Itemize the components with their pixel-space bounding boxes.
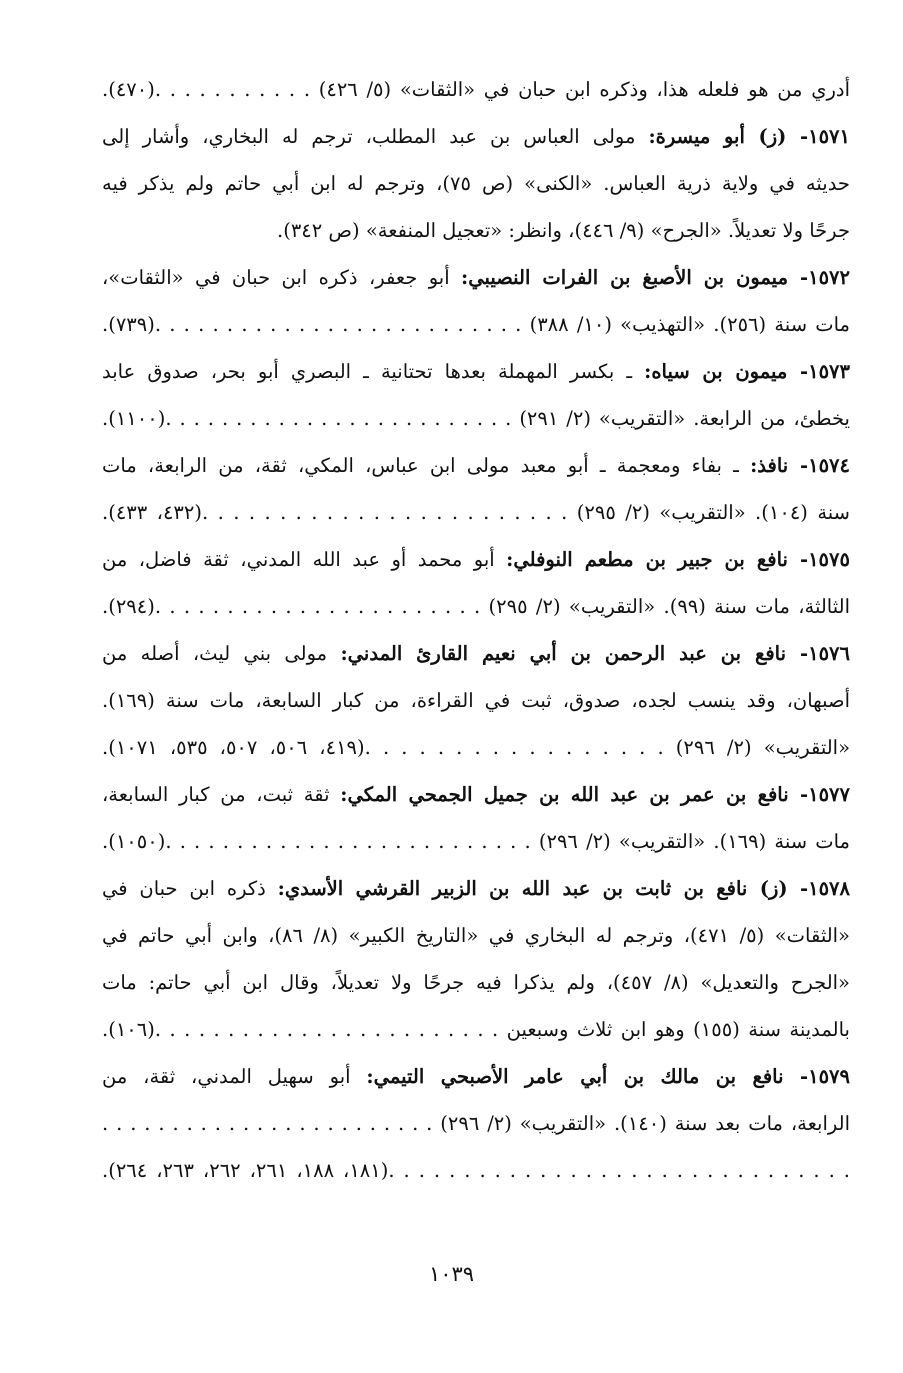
text-line	[102, 254, 850, 301]
text-line	[102, 1053, 850, 1100]
entry-heading: ١٥٧١- (ز) أبو ميسرة:	[648, 125, 850, 148]
entry-text: أبو جعفر، ذكره ابن حبان في «الثقات»،	[102, 266, 462, 289]
text-line	[102, 630, 850, 677]
text-line	[102, 1006, 850, 1053]
entry-text: الرابعة، مات بعد سنة (١٤٠). «التقريب» (٢/ ٢٩٦) . . . . . . . . . . . . . . . . . . . . . . . .	[102, 1112, 850, 1135]
text-line	[102, 489, 850, 536]
text-line	[102, 207, 850, 254]
entry-text: بالمدينة سنة (١٥٥) وهو ابن ثلاث وسبعين . . . . . . . . . . . . . . . . . . . . . . . .(١٠٦).	[102, 1018, 850, 1041]
text-line	[102, 442, 850, 489]
entry-heading: ١٥٧٨- (ز) نافع بن ثابت بن عبد الله بن الزبير القرشي الأسدي:	[277, 877, 850, 900]
entry-heading: ١٥٧٧- نافع بن عمر بن عبد الله بن جميل الجمحي المكي:	[340, 783, 850, 806]
entry-text: أبو محمد أو عبد الله المدني، ثقة فاضل، من	[102, 548, 507, 571]
text-line	[102, 395, 850, 442]
text-line	[102, 677, 850, 724]
text-line	[102, 771, 850, 818]
entry-heading: ١٥٧٢- ميمون بن الأصبغ بن الفرات النصيبي:	[461, 266, 850, 289]
text-line	[102, 113, 850, 160]
text-line	[102, 348, 850, 395]
text-line	[102, 66, 850, 113]
entry-text: أدري من هو فلعله هذا، وذكره ابن حبان في «الثقات» (٥/ ٤٢٦)‌ . . . . . . . . . . .(٤٧٠).	[102, 78, 850, 101]
entry-heading: ١٥٧٦- نافع بن عبد الرحمن بن أبي نعيم القارئ المدني:	[340, 642, 850, 665]
text-line	[102, 160, 850, 207]
entry-text: يخطئ، من الرابعة. «التقريب» (٢/ ٢٩١) . . . . . . . . . . . . . . . . . . . . . . . . .(١١٠٠).	[102, 407, 850, 430]
entry-text: مولى العباس بن عبد المطلب، ترجم له البخاري، وأشار إلى	[102, 125, 649, 148]
entry-text: مات سنة (٢٥٦). «التهذيب» (١٠/ ٣٨٨) . . . . . . . . . . . . . . . . . . . . . . . . . .(٧٣٩).	[102, 313, 850, 336]
page-body	[102, 66, 850, 1194]
entry-text: أبو سهيل المدني، ثقة، من	[102, 1065, 367, 1088]
text-line	[102, 1147, 850, 1194]
entry-text: الثالثة، مات سنة (٩٩). «التقريب» (٢/ ٢٩٥) . . . . . . . . . . . . . . . . . . . . . . .(٢٩٤).	[102, 595, 850, 618]
text-line	[102, 959, 850, 1006]
entry-text: مولى بني ليث، أصله من	[102, 642, 341, 665]
text-line	[102, 912, 850, 959]
entry-text: ـ بفاء ومعجمة ـ أبو معبد مولى ابن عباس، المكي، ثقة، من الرابعة، مات	[102, 454, 751, 477]
entry-heading: ١٥٧٥- نافع بن جبير بن مطعم النوفلي:	[506, 548, 850, 571]
entry-heading: ١٥٧٣- ميمون بن سياه:	[644, 360, 850, 383]
text-line	[102, 536, 850, 583]
entry-text: سنة (١٠٤). «التقريب» (٢/ ٢٩٥) . . . . . . . . . . . . . . . . . . . . . . . .(٤٣٢، ٤٣٣).	[102, 501, 850, 524]
text-line	[102, 1100, 850, 1147]
text-line	[102, 818, 850, 865]
text-line	[102, 865, 850, 912]
text-line	[102, 301, 850, 348]
entry-text: «الجرح والتعديل» (٨/ ٤٥٧)، ولم يذكرا فيه جرحًا ولا تعديلاً، وقال ابن أبي حاتم: مات	[102, 971, 850, 994]
entry-text: مات سنة (١٦٩). «التقريب» (٢/ ٢٩٦) . . . . . . . . . . . . . . . . . . . . . . . . . .(١٠٥٠).	[102, 830, 850, 853]
entry-text: أصبهان، وقد ينسب لجده، صدوق، ثبت في القراءة، من كبار السابعة، مات سنة (١٦٩).	[102, 689, 850, 712]
entry-text: حديثه في ولاية ذرية العباس. «الكنى» (ص ٧٥)، وترجم له ابن أبي حاتم ولم يذكر فيه	[102, 172, 850, 195]
entry-text: ثقة ثبت، من كبار السابعة،	[102, 783, 341, 806]
text-line	[102, 583, 850, 630]
entry-text: ـ بكسر المهملة بعدها تحتانية ـ البصري أبو بحر، صدوق عابد	[102, 360, 645, 383]
entry-heading: ١٥٧٤- نافذ:	[750, 454, 850, 477]
entry-heading: ١٥٧٩- نافع بن مالك بن أبي عامر الأصبحي التيمي:	[366, 1065, 850, 1088]
text-line	[102, 724, 850, 771]
entry-text: . . . . . . . . . . . . . . . . . . . . . . . . . . . . . . .(١٨١، ١٨٨، ٢٦١، ٢٦٢، ٢٦٣، ٢٦٤).	[102, 1159, 850, 1182]
page-number: ١٠٣٩	[428, 1262, 475, 1286]
entry-text: «التقريب» (٢/ ٢٩٦) . . . . . . . . . . . . . . . . .(٤١٩، ٥٠٦، ٥٠٧، ٥٣٥، ١٠٧١).	[102, 736, 850, 759]
entry-text: ذكره ابن حبان في	[102, 877, 278, 900]
entry-text: «الثقات» (٥/ ٤٧١)، وترجم له البخاري في «التاريخ الكبير» (٨/ ٨٦)، وابن أبي حاتم في	[102, 924, 850, 947]
entry-text: جرحًا ولا تعديلاً. «الجرح» (٩/ ٤٤٦)، وانظر: «تعجيل المنفعة» (ص ٣٤٢).	[277, 219, 850, 242]
